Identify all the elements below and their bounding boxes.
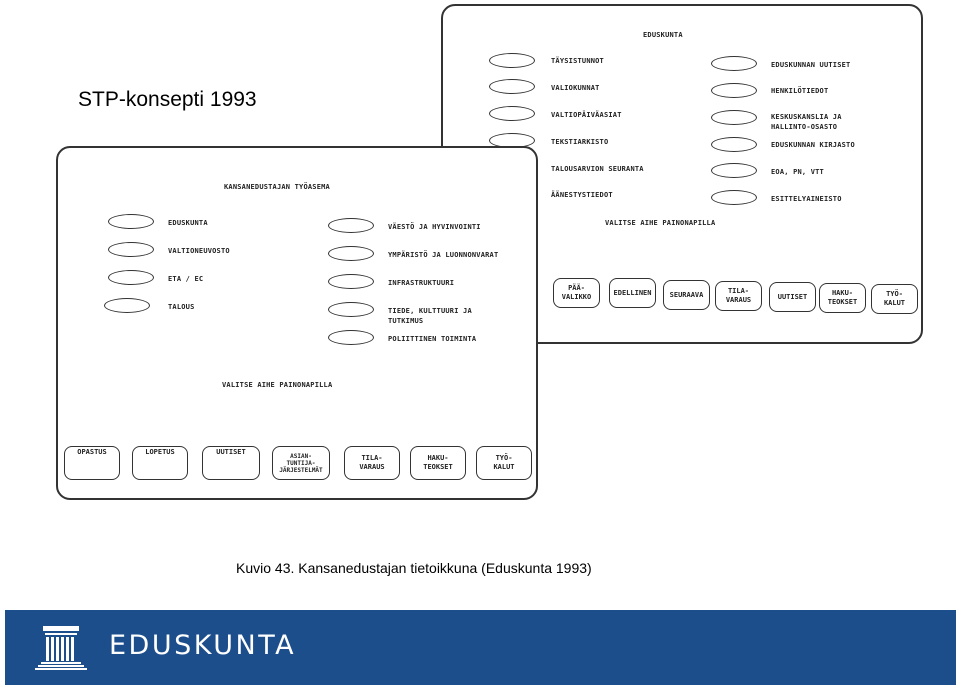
option-button-poliittinen[interactable] [328, 330, 374, 345]
option-label: ÄÄNESTYSTIEDOT [551, 191, 613, 199]
option-label: EDUSKUNTA [168, 219, 208, 227]
select-prompt: VALITSE AIHE PAINONAPILLA [222, 381, 333, 389]
option-button-keskuskanslia[interactable] [711, 110, 757, 125]
tyokalut-button[interactable]: TYÖ- KALUT [871, 284, 918, 314]
option-label: VALTIOPÄIVÄASIAT [551, 111, 622, 119]
edellinen-button[interactable]: EDELLINEN [609, 278, 656, 308]
option-button-kirjasto[interactable] [711, 137, 757, 152]
option-label: EDUSKUNNAN KIRJASTO [771, 141, 855, 149]
window-header: EDUSKUNTA [643, 31, 683, 39]
option-label: POLIITTINEN TOIMINTA [388, 335, 477, 343]
lopetus-button[interactable]: LOPETUS [132, 446, 188, 480]
option-label: TALOUSARVION SEURANTA [551, 165, 644, 173]
seuraava-button[interactable]: SEURAAVA [663, 280, 710, 310]
option-button-esittelyaineisto[interactable] [711, 190, 757, 205]
hakuteokset-button[interactable]: HAKU- TEOKSET [819, 283, 866, 313]
footer-brand-name: EDUSKUNTA [109, 630, 297, 661]
uutiset-button[interactable]: UUTISET [202, 446, 260, 480]
asiantuntijajarjestelmat-button[interactable]: ASIAN- TUNTIJA- JÄRJESTELMÄT [272, 446, 330, 480]
option-button-tiede[interactable] [328, 302, 374, 317]
window-header: KANSANEDUSTAJAN TYÖASEMA [224, 183, 330, 191]
option-label: EDUSKUNNAN UUTISET [771, 61, 851, 69]
option-label: ETA / EC [168, 275, 204, 283]
opastus-button[interactable]: OPASTUS [64, 446, 120, 480]
option-label: TALOUS [168, 303, 195, 311]
option-label: TÄYSISTUNNOT [551, 57, 604, 65]
option-label: INFRASTRUKTUURI [388, 279, 455, 287]
page-title: STP-konsepti 1993 [78, 88, 257, 111]
tilavaraus-button[interactable]: TILA- VARAUS [344, 446, 400, 480]
option-button-talous[interactable] [104, 298, 150, 313]
option-button-valtioneuvosto[interactable] [108, 242, 154, 257]
option-label: EOA, PN, VTT [771, 168, 824, 176]
option-button-ymparisto[interactable] [328, 246, 374, 261]
option-label: VALTIONEUVOSTO [168, 247, 230, 255]
option-button-eoa[interactable] [711, 163, 757, 178]
option-label: HENKILÖTIEDOT [771, 87, 829, 95]
option-label: KESKUSKANSLIA JA HALLINTO-OSASTO [771, 113, 842, 131]
footer-bar [5, 610, 956, 685]
option-button-henkilotiedot[interactable] [711, 83, 757, 98]
tyoasema-window [56, 146, 538, 500]
tyokalut-button[interactable]: TYÖ- KALUT [476, 446, 532, 480]
option-label: YMPÄRISTÖ JA LUONNONVARAT [388, 251, 499, 259]
option-button-vaesto[interactable] [328, 218, 374, 233]
option-button-uutiset[interactable] [711, 56, 757, 71]
option-button-valiokunnat[interactable] [489, 79, 535, 94]
option-button-eduskunta[interactable] [108, 214, 154, 229]
tilavaraus-button[interactable]: TILA- VARAUS [715, 281, 762, 311]
option-label: TEKSTIARKISTO [551, 138, 609, 146]
option-label: TIEDE, KULTTUURI JA TUTKIMUS [388, 307, 472, 325]
option-button-infrastruktuuri[interactable] [328, 274, 374, 289]
uutiset-button[interactable]: UUTISET [769, 282, 816, 312]
figure-caption: Kuvio 43. Kansanedustajan tietoikkuna (Eduskunta 1993) [236, 560, 592, 576]
option-button-eta-ec[interactable] [108, 270, 154, 285]
option-button-valtiopaivaasiat[interactable] [489, 106, 535, 121]
hakuteokset-button[interactable]: HAKU- TEOKSET [410, 446, 466, 480]
option-button-taysistunnot[interactable] [489, 53, 535, 68]
parliament-building-icon [35, 624, 87, 675]
select-prompt: VALITSE AIHE PAINONAPILLA [605, 219, 716, 227]
option-label: ESITTELYAINEISTO [771, 195, 842, 203]
option-label: VÄESTÖ JA HYVINVOINTI [388, 223, 481, 231]
option-label: VALIOKUNNAT [551, 84, 600, 92]
paavalikko-button[interactable]: PÄÄ- VALIKKO [553, 278, 600, 308]
